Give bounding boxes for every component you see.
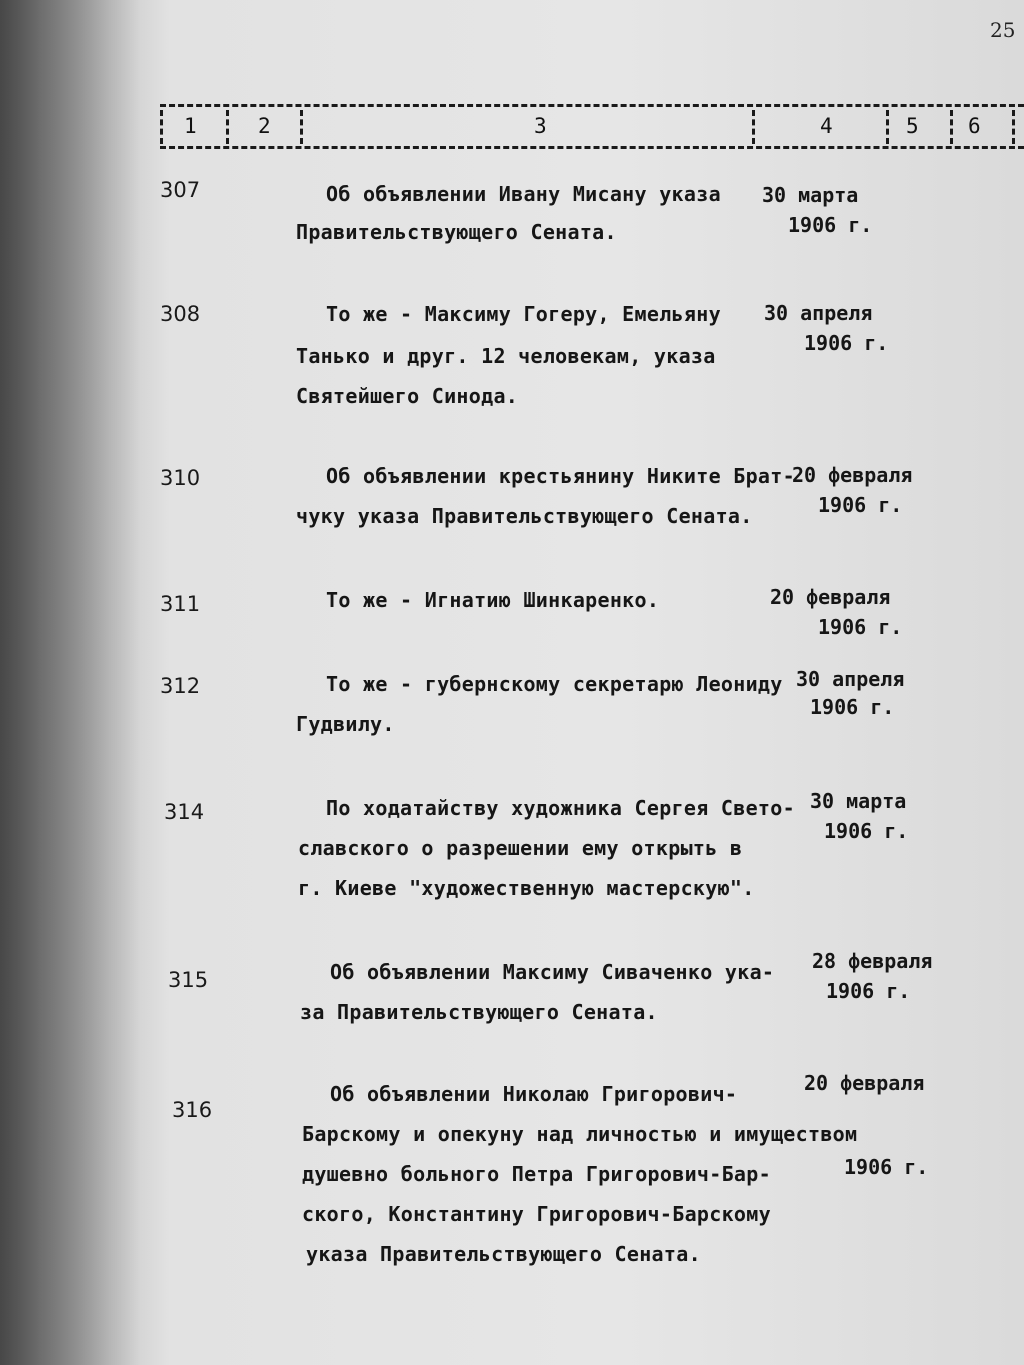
entry-year: 1906 г. — [818, 493, 903, 517]
column-4-label: 4 — [820, 114, 833, 138]
entry-number: 307 — [160, 178, 201, 202]
entry-text-line: ского, Константину Григорович-Барскому — [302, 1202, 771, 1226]
entry-text-line: Об объявлении Максиму Сиваченко ука- — [330, 960, 775, 984]
header-divider — [160, 110, 163, 144]
entry-number: 315 — [168, 968, 209, 992]
table-header — [160, 104, 1024, 154]
entry-date: 30 апреля — [796, 667, 905, 691]
entry-year: 1906 г. — [824, 819, 909, 843]
entry-text-line: указа Правительствующего Сената. — [306, 1242, 701, 1266]
entry-date: 30 марта — [810, 789, 907, 813]
entry-text-line: Об объявлении крестьянину Никите Брат- — [326, 464, 795, 488]
entry-text-line: То же - Максиму Гогеру, Емельяну — [326, 302, 721, 326]
column-2-label: 2 — [258, 114, 271, 138]
entry-date: 30 апреля — [764, 301, 873, 325]
entry-text-line: Гудвилу. — [296, 712, 395, 736]
entry-number: 310 — [160, 466, 201, 490]
header-divider — [752, 110, 755, 144]
entry-date: 28 февраля — [812, 949, 933, 973]
entry-date: 20 февраля — [792, 463, 913, 487]
entry-text-line: Об объявлении Николаю Григорович- — [330, 1082, 738, 1106]
entry-text-line: То же - губернскому секретарю Леониду — [326, 672, 783, 696]
entry-number: 308 — [160, 302, 201, 326]
entry-number: 314 — [164, 800, 205, 824]
column-6-label: 6 — [968, 114, 981, 138]
entry-year: 1906 г. — [788, 213, 873, 237]
entry-text-line: Об объявлении Ивану Мисану указа — [326, 182, 721, 206]
header-top-rule — [160, 104, 1024, 107]
entry-text-line: По ходатайству художника Сергея Свето- — [326, 796, 795, 820]
entry-date: 30 марта — [762, 183, 859, 207]
entry-text-line: славского о разрешении ему открыть в — [298, 836, 743, 860]
entry-text-line: То же - Игнатию Шинкаренко. — [326, 588, 660, 612]
entry-text-line: Святейшего Синода. — [296, 384, 519, 408]
header-divider — [226, 110, 229, 144]
entry-text-line: Правительствующего Сената. — [296, 220, 617, 244]
entry-number: 312 — [160, 674, 201, 698]
column-3-label: 3 — [534, 114, 547, 138]
entry-text-line: Танько и друг. 12 человекам, указа — [296, 344, 716, 368]
entry-year: 1906 г. — [826, 979, 911, 1003]
entry-year: 1906 г. — [844, 1155, 929, 1179]
entry-text-line: г. Киеве "художественную мастерскую". — [298, 876, 755, 900]
entry-number: 311 — [160, 592, 201, 616]
header-divider — [300, 110, 303, 144]
header-divider — [950, 110, 953, 144]
entry-date: 20 февраля — [804, 1071, 925, 1095]
entry-number: 316 — [172, 1098, 213, 1122]
entry-text-line: чуку указа Правительствующего Сената. — [296, 504, 753, 528]
entry-text-line: душевно больного Петра Григорович-Бар- — [302, 1162, 771, 1186]
column-5-label: 5 — [906, 114, 919, 138]
entry-text-line: Барскому и опекуну над личностью и имуществом — [302, 1122, 858, 1146]
entry-text-line: за Правительствующего Сената. — [300, 1000, 658, 1024]
page-fold-shadow — [0, 0, 140, 1365]
column-1-label: 1 — [184, 114, 197, 138]
entry-year: 1906 г. — [810, 695, 895, 719]
entry-date: 20 февраля — [770, 585, 891, 609]
header-divider — [1012, 110, 1015, 144]
entry-year: 1906 г. — [804, 331, 889, 355]
entry-year: 1906 г. — [818, 615, 903, 639]
header-bottom-rule — [160, 146, 1024, 149]
page-number: 25 — [990, 18, 1016, 42]
header-divider — [886, 110, 889, 144]
